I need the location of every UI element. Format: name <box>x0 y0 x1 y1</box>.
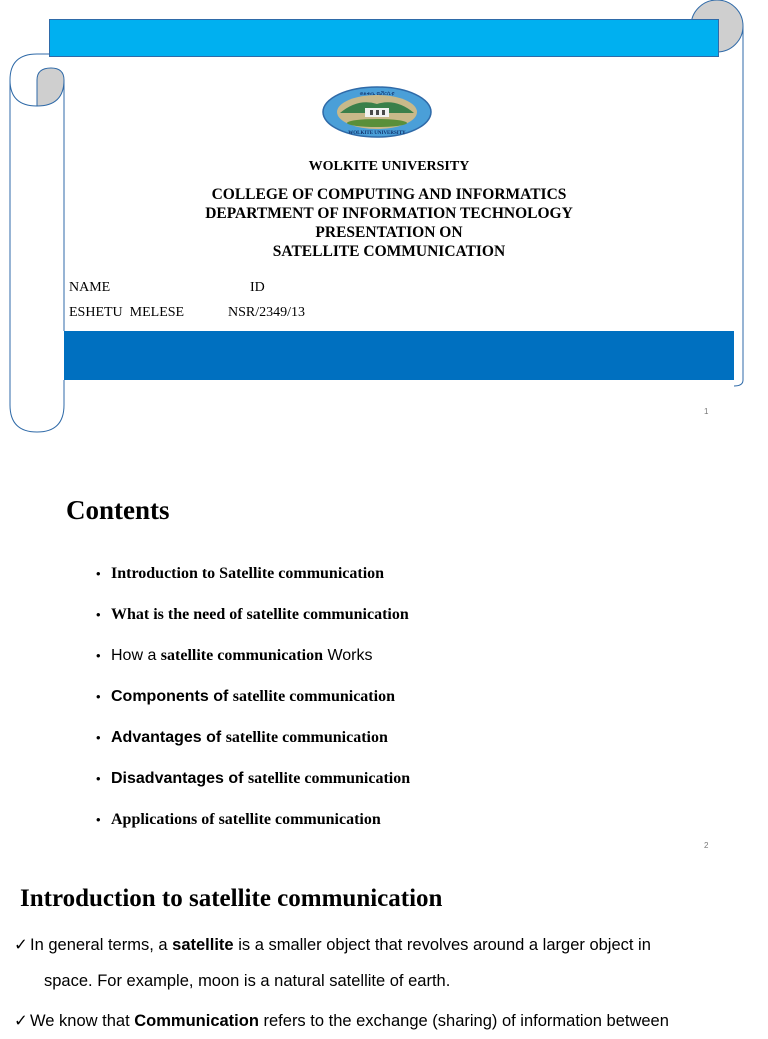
intro-paragraph-1: ✓ In general terms, a satellite is a smaller object that revolves around a larger object in space. For example, moon is a natural satellite of earth. <box>28 927 742 999</box>
student-id: NSR/2349/13 <box>228 305 306 320</box>
list-item: • Advantages of satellite communication <box>96 724 410 765</box>
list-item: • Introduction to Satellite communication <box>96 560 410 601</box>
page-number: 2 <box>704 841 709 850</box>
id-header: ID <box>250 280 265 295</box>
check-icon: ✓ <box>14 936 28 954</box>
contents-list <box>96 560 410 847</box>
title-top-banner <box>49 19 719 57</box>
college-name: COLLEGE OF COMPUTING AND INFORMATICS <box>211 186 567 203</box>
list-item: • Disadvantages of satellite communication <box>96 765 410 806</box>
list-item: • Applications of satellite communication <box>96 806 410 847</box>
logo-bottom-text: WOLKITE UNIVERSITY <box>348 131 406 136</box>
university-logo <box>322 86 432 138</box>
title-bottom-banner <box>64 331 734 380</box>
name-header: NAME <box>69 280 111 295</box>
presentation-topic: SATELLITE COMMUNICATION <box>272 243 506 260</box>
department-name: DEPARTMENT OF INFORMATION TECHNOLOGY <box>205 205 573 222</box>
check-icon: ✓ <box>14 1012 28 1030</box>
intro-paragraph-2: ✓ We know that Communication refers to the exchange (sharing) of information between <box>28 1003 742 1039</box>
intro-title: Introduction to satellite communication <box>20 885 443 912</box>
list-item: • What is the need of satellite communication <box>96 601 410 642</box>
title-slide <box>0 0 768 440</box>
university-name: WOLKITE UNIVERSITY <box>308 159 470 174</box>
logo-top-text: ወልቂጤ ዩኒቨርሲቲ <box>359 91 395 97</box>
student-name: ESHETU MELESE <box>69 305 185 320</box>
presentation-label: PRESENTATION ON <box>315 224 463 241</box>
contents-title: Contents <box>66 495 170 525</box>
list-item: • Components of satellite communication <box>96 683 410 724</box>
list-item: • How a satellite communication Works <box>96 642 410 683</box>
page-number: 1 <box>704 407 709 416</box>
